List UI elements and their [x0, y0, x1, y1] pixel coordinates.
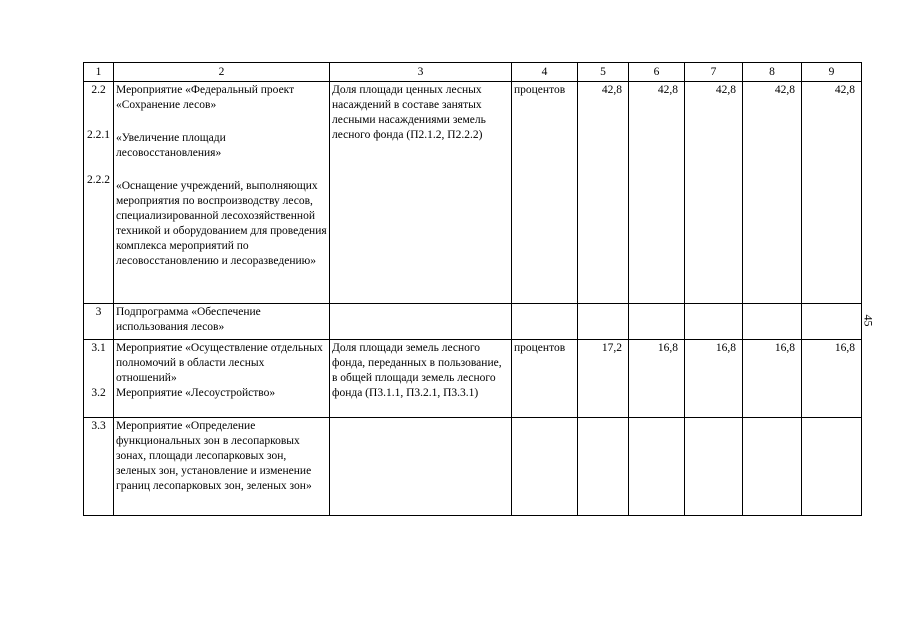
value-cell: 42,8 [685, 82, 743, 304]
row-code: 3.2 [91, 387, 106, 399]
header-cell: 3 [330, 63, 512, 82]
row-code: 2.2 [91, 84, 106, 96]
item-text: Мероприятие «Лесоустройство» [116, 387, 276, 399]
item-cell: Мероприятие «Определение функциональных зон в лесопарковых зонах, площади лесопарковых зон, зеленых зон, установление и изменение границ лесопарковых зон, зеленых зон» [114, 418, 330, 516]
item-text: «Оснащение учреждений, выполняющих мероприятия по воспроизводству лесов, специализированной лесохозяйственной техникой и оборудованием для проведения комплекса мероприятий по лесовосстановлению и лесоразведению» [116, 180, 327, 267]
header-cell: 4 [512, 63, 578, 82]
header-cell: 6 [629, 63, 685, 82]
value-cell: 16,8 [743, 340, 802, 418]
value-cell: 16,8 [629, 340, 685, 418]
code-cell: 3 [84, 304, 114, 340]
value-cell: 17,2 [578, 340, 629, 418]
item-cell: Подпрограмма «Обеспечение использования лесов» [114, 304, 330, 340]
value-cell: 42,8 [629, 82, 685, 304]
header-cell: 1 [84, 63, 114, 82]
indicator-cell: Доля площади ценных лесных насаждений в составе занятых лесными насаждениями земель лесного фонда (П2.1.2, П2.2.2) [330, 82, 512, 304]
item-text: «Увеличение площади лесовосстановления» [116, 132, 226, 159]
code-cell [84, 340, 114, 418]
table-row [84, 82, 862, 304]
header-cell: 9 [802, 63, 862, 82]
header-cell: 5 [578, 63, 629, 82]
header-cell: 7 [685, 63, 743, 82]
indicators-table [83, 62, 862, 516]
unit-cell: процентов [512, 82, 578, 304]
header-cell: 2 [114, 63, 330, 82]
value-cell: 42,8 [578, 82, 629, 304]
page-number: 45 [861, 314, 876, 327]
table-row [84, 340, 862, 418]
table-row [84, 418, 862, 516]
item-text: Мероприятие «Осуществление отдельных полномочий в области лесных отношений» [116, 342, 323, 384]
row-code: 2.2.1 [87, 129, 110, 141]
indicator-cell: Доля площади земель лесного фонда, переданных в пользование, в общей площади земель лесного фонда (П3.1.1, П3.2.1, П3.3.1) [330, 340, 512, 418]
row-code: 3.1 [91, 342, 106, 354]
table-header-row [84, 63, 862, 82]
value-cell: 16,8 [802, 340, 862, 418]
item-cell [114, 82, 330, 304]
value-cell: 42,8 [743, 82, 802, 304]
value-cell: 16,8 [685, 340, 743, 418]
value-cell: 42,8 [802, 82, 862, 304]
code-cell: 3.3 [84, 418, 114, 516]
unit-cell: процентов [512, 340, 578, 418]
item-text: Мероприятие «Федеральный проект «Сохранение лесов» [116, 84, 295, 111]
row-code: 2.2.2 [87, 174, 110, 186]
item-cell [114, 340, 330, 418]
header-cell: 8 [743, 63, 802, 82]
table-row [84, 304, 862, 340]
code-cell [84, 82, 114, 304]
